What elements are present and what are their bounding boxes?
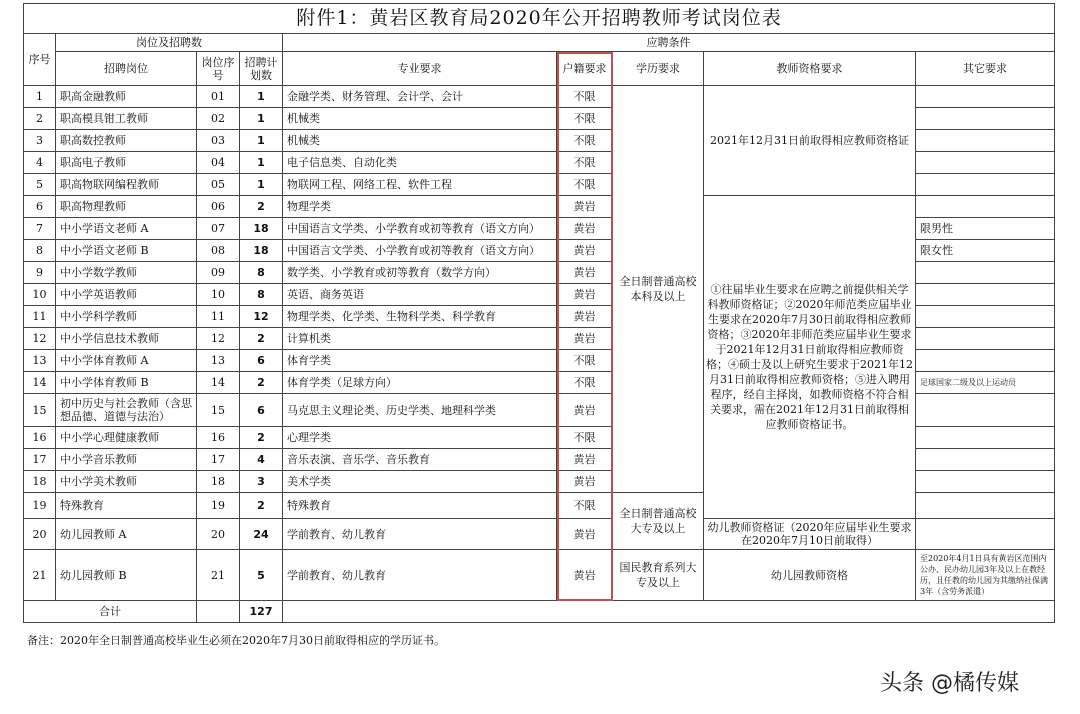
row-hukou: 不限 xyxy=(557,152,613,174)
row-hukou: 黄岩 xyxy=(557,306,613,328)
row-post: 中小学心理健康教师 xyxy=(56,427,197,449)
row-seq: 12 xyxy=(24,328,56,350)
row-seq: 3 xyxy=(24,130,56,152)
row-post-no: 21 xyxy=(197,550,240,601)
qual-group-1: 2021年12月31日前取得相应教师资格证 xyxy=(704,86,916,196)
row-post: 初中历史与社会教师（含思想品德、道德与法治） xyxy=(56,394,197,427)
row-post: 幼儿园教师 B xyxy=(56,550,197,601)
row-seq: 14 xyxy=(24,372,56,394)
row-seq: 10 xyxy=(24,284,56,306)
row-plan: 3 xyxy=(240,471,283,493)
row-other xyxy=(916,328,1055,350)
row-hukou: 不限 xyxy=(557,174,613,196)
row-post: 职高物理教师 xyxy=(56,196,197,218)
row-plan: 24 xyxy=(240,519,283,550)
row-hukou: 不限 xyxy=(557,372,613,394)
total-value: 127 xyxy=(240,601,283,623)
row-post: 中小学英语教师 xyxy=(56,284,197,306)
row-seq: 17 xyxy=(24,449,56,471)
row-other xyxy=(916,306,1055,328)
row-major: 学前教育、幼儿教育 xyxy=(283,519,557,550)
row-plan: 2 xyxy=(240,427,283,449)
row-other xyxy=(916,174,1055,196)
row-post: 中小学音乐教师 xyxy=(56,449,197,471)
total-empty xyxy=(197,601,240,623)
row-plan: 6 xyxy=(240,394,283,427)
row-hukou: 不限 xyxy=(557,108,613,130)
row-other xyxy=(916,152,1055,174)
row-plan: 18 xyxy=(240,218,283,240)
row-plan: 2 xyxy=(240,196,283,218)
row-post: 中小学语文老师 B xyxy=(56,240,197,262)
row-plan: 8 xyxy=(240,284,283,306)
row-major: 音乐表演、音乐学、音乐教育 xyxy=(283,449,557,471)
row-post-no: 17 xyxy=(197,449,240,471)
row-plan: 1 xyxy=(240,174,283,196)
header-plan: 招聘计划数 xyxy=(240,52,283,86)
row-post-no: 08 xyxy=(197,240,240,262)
table-row xyxy=(24,86,1055,108)
row-post-no: 01 xyxy=(197,86,240,108)
qual-group-2: ①往届毕业生要求在应聘之前提供相关学科教师资格证；②2020年师范类应届毕业生要求在2020年7月30日前取得相应教师资格；③2020年非师范类应届毕业生要求于2021年12月31日前取得相应教师资格；④硕士及以上研究生要求于2021年12月31日前取得相应教师资格；⑤进入聘用程序，经自主择岗，如教师资格不符合相关要求，需在2021年12月31日前取得相应教师资格证书。 xyxy=(704,196,916,519)
row-major: 物理学类 xyxy=(283,196,557,218)
row-seq: 16 xyxy=(24,427,56,449)
row-seq: 20 xyxy=(24,519,56,550)
row-other xyxy=(916,130,1055,152)
row-major: 中国语言文学类、小学教育或初等教育（语文方向） xyxy=(283,240,557,262)
row-plan: 1 xyxy=(240,86,283,108)
row-hukou: 黄岩 xyxy=(557,218,613,240)
row-post: 中小学科学教师 xyxy=(56,306,197,328)
row-seq: 15 xyxy=(24,394,56,427)
recruitment-table-sheet xyxy=(23,3,1054,623)
row-hukou: 不限 xyxy=(557,427,613,449)
row-other xyxy=(916,196,1055,218)
row-seq: 1 xyxy=(24,86,56,108)
header-group-post: 岗位及招聘数 xyxy=(56,34,283,52)
row-hukou: 黄岩 xyxy=(557,328,613,350)
row-post-no: 09 xyxy=(197,262,240,284)
table-row xyxy=(24,550,1055,601)
row-other xyxy=(916,427,1055,449)
row-post: 幼儿园教师 A xyxy=(56,519,197,550)
row-seq: 19 xyxy=(24,493,56,519)
row-post: 职高电子教师 xyxy=(56,152,197,174)
row-post: 职高数控教师 xyxy=(56,130,197,152)
row-post: 中小学美术教师 xyxy=(56,471,197,493)
header-hukou: 户籍要求 xyxy=(557,52,613,86)
row-plan: 2 xyxy=(240,328,283,350)
row-post: 职高物联网编程教师 xyxy=(56,174,197,196)
row-seq: 11 xyxy=(24,306,56,328)
row-hukou: 黄岩 xyxy=(557,449,613,471)
row-post-no: 13 xyxy=(197,350,240,372)
page-title: 附件1：黄岩区教育局2020年公开招聘教师考试岗位表 xyxy=(24,4,1055,34)
row-plan: 4 xyxy=(240,449,283,471)
row-post: 中小学体育教师 B xyxy=(56,372,197,394)
row-other xyxy=(916,449,1055,471)
row-hukou: 不限 xyxy=(557,493,613,519)
row-major: 英语、商务英语 xyxy=(283,284,557,306)
row-other: 至2020年4月1日具有黄岩区范围内公办、民办幼儿园3年及以上在教经历，且任教的幼儿园为其缴纳社保满3年（含劳务派遣） xyxy=(916,550,1055,601)
row-post: 中小学体育教师 A xyxy=(56,350,197,372)
row-post-no: 03 xyxy=(197,130,240,152)
row-hukou: 黄岩 xyxy=(557,196,613,218)
recruitment-table xyxy=(23,3,1055,623)
row-post: 职高金融教师 xyxy=(56,86,197,108)
watermark: 头条 @橘传媒 xyxy=(880,671,1019,696)
row-hukou: 黄岩 xyxy=(557,471,613,493)
header-edu: 学历要求 xyxy=(613,52,704,86)
row-hukou: 黄岩 xyxy=(557,240,613,262)
total-label: 合计 xyxy=(24,601,197,623)
row-post-no: 10 xyxy=(197,284,240,306)
row-post-no: 07 xyxy=(197,218,240,240)
row-hukou: 不限 xyxy=(557,86,613,108)
row-seq: 5 xyxy=(24,174,56,196)
row-post: 中小学数学教师 xyxy=(56,262,197,284)
row-plan: 8 xyxy=(240,262,283,284)
edu-college: 全日制普通高校大专及以上 xyxy=(613,493,704,550)
row-post-no: 06 xyxy=(197,196,240,218)
table-row xyxy=(24,196,1055,218)
row-major: 体育学类（足球方向） xyxy=(283,372,557,394)
row-seq: 7 xyxy=(24,218,56,240)
row-seq: 18 xyxy=(24,471,56,493)
row-major: 机械类 xyxy=(283,108,557,130)
total-blank xyxy=(283,601,1055,623)
row-other xyxy=(916,262,1055,284)
row-major: 计算机类 xyxy=(283,328,557,350)
row-major: 机械类 xyxy=(283,130,557,152)
row-seq: 4 xyxy=(24,152,56,174)
row-other xyxy=(916,493,1055,519)
row-post-no: 16 xyxy=(197,427,240,449)
header-major: 专业要求 xyxy=(283,52,557,86)
row-plan: 2 xyxy=(240,493,283,519)
footnote: 备注：2020年全日制普通高校毕业生必须在2020年7月30日前取得相应的学历证书。 xyxy=(27,634,445,647)
header-other: 其它要求 xyxy=(916,52,1055,86)
row-seq: 13 xyxy=(24,350,56,372)
row-plan: 1 xyxy=(240,152,283,174)
row-major: 中国语言文学类、小学教育或初等教育（语文方向） xyxy=(283,218,557,240)
row-seq: 21 xyxy=(24,550,56,601)
row-plan: 2 xyxy=(240,372,283,394)
row-post: 职高模具钳工教师 xyxy=(56,108,197,130)
row-major: 电子信息类、自动化类 xyxy=(283,152,557,174)
header-post-no: 岗位序号 xyxy=(197,52,240,86)
qual-group-3: 幼儿教师资格证（2020年应届毕业生要求在2020年7月10日前取得） xyxy=(704,519,916,550)
edu-bachelor: 全日制普通高校本科及以上 xyxy=(613,86,704,493)
header-seq: 序号 xyxy=(24,34,56,86)
edu-national: 国民教育系列大专及以上 xyxy=(613,550,704,601)
row-major: 特殊教育 xyxy=(283,493,557,519)
row-plan: 1 xyxy=(240,130,283,152)
row-plan: 12 xyxy=(240,306,283,328)
row-post-no: 12 xyxy=(197,328,240,350)
row-major: 美术学类 xyxy=(283,471,557,493)
row-post: 中小学信息技术教师 xyxy=(56,328,197,350)
row-major: 学前教育、幼儿教育 xyxy=(283,550,557,601)
row-seq: 8 xyxy=(24,240,56,262)
row-other: 足球国家二级及以上运动员 xyxy=(916,372,1055,394)
row-major: 体育学类 xyxy=(283,350,557,372)
row-other xyxy=(916,284,1055,306)
total-row xyxy=(24,601,1055,623)
row-other xyxy=(916,394,1055,427)
row-post-no: 02 xyxy=(197,108,240,130)
row-major: 心理学类 xyxy=(283,427,557,449)
row-hukou: 黄岩 xyxy=(557,550,613,601)
row-other xyxy=(916,350,1055,372)
row-post: 特殊教育 xyxy=(56,493,197,519)
row-post-no: 19 xyxy=(197,493,240,519)
row-seq: 6 xyxy=(24,196,56,218)
row-hukou: 黄岩 xyxy=(557,262,613,284)
header-group-conditions: 应聘条件 xyxy=(283,34,1055,52)
row-other xyxy=(916,471,1055,493)
row-major: 马克思主义理论类、历史学类、地理科学类 xyxy=(283,394,557,427)
row-post-no: 20 xyxy=(197,519,240,550)
row-hukou: 黄岩 xyxy=(557,519,613,550)
row-hukou: 黄岩 xyxy=(557,284,613,306)
row-major: 数学类、小学教育或初等教育（数学方向） xyxy=(283,262,557,284)
row-post-no: 14 xyxy=(197,372,240,394)
row-post-no: 15 xyxy=(197,394,240,427)
row-major: 物理学类、化学类、生物科学类、科学教育 xyxy=(283,306,557,328)
row-major: 物联网工程、网络工程、软件工程 xyxy=(283,174,557,196)
qual-group-4: 幼儿园教师资格 xyxy=(704,550,916,601)
row-plan: 18 xyxy=(240,240,283,262)
row-other: 限男性 xyxy=(916,218,1055,240)
header-qual: 教师资格要求 xyxy=(704,52,916,86)
row-plan: 6 xyxy=(240,350,283,372)
row-other xyxy=(916,108,1055,130)
row-post: 中小学语文老师 A xyxy=(56,218,197,240)
row-other xyxy=(916,519,1055,550)
row-hukou: 黄岩 xyxy=(557,394,613,427)
row-major: 金融学类、财务管理、会计学、会计 xyxy=(283,86,557,108)
row-plan: 1 xyxy=(240,108,283,130)
row-post-no: 11 xyxy=(197,306,240,328)
row-plan: 5 xyxy=(240,550,283,601)
row-other xyxy=(916,86,1055,108)
row-other: 限女性 xyxy=(916,240,1055,262)
row-seq: 9 xyxy=(24,262,56,284)
row-post-no: 05 xyxy=(197,174,240,196)
row-hukou: 不限 xyxy=(557,130,613,152)
row-hukou: 不限 xyxy=(557,350,613,372)
row-post-no: 18 xyxy=(197,471,240,493)
row-post-no: 04 xyxy=(197,152,240,174)
row-seq: 2 xyxy=(24,108,56,130)
table-row xyxy=(24,519,1055,550)
header-post: 招聘岗位 xyxy=(56,52,197,86)
